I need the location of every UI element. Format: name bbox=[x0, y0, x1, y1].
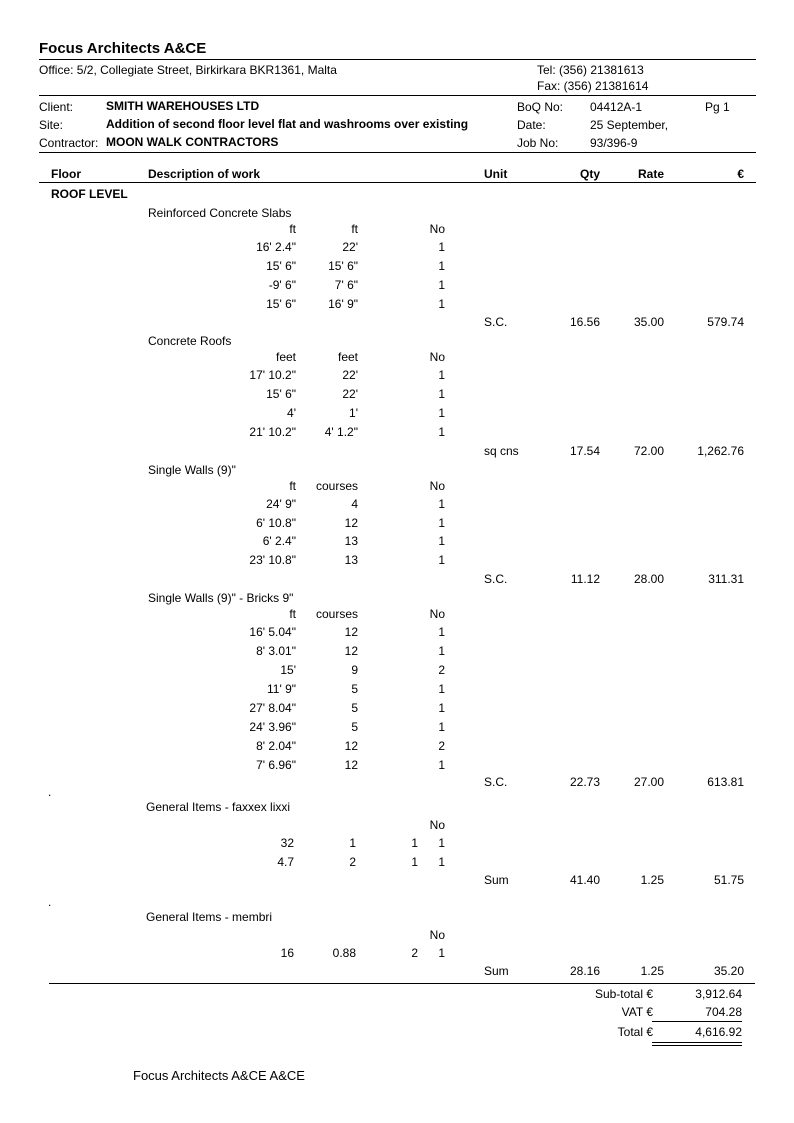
dimension-value: 5 bbox=[351, 720, 358, 734]
item-unit: S.C. bbox=[484, 315, 508, 329]
dimension-value: 8' 2.04" bbox=[256, 739, 296, 753]
multiplier-value: 1 bbox=[411, 855, 418, 869]
divider bbox=[652, 1021, 742, 1022]
dimension-header: feet bbox=[337, 350, 358, 364]
dimension-value: 16 bbox=[280, 946, 294, 960]
count-value: 1 bbox=[438, 387, 445, 401]
dimension-value: 12 bbox=[344, 644, 358, 658]
dimension-value: 23' 10.8" bbox=[249, 553, 296, 568]
multiplier-value: 2 bbox=[411, 946, 418, 960]
section-title: Reinforced Concrete Slabs bbox=[148, 206, 292, 220]
item-unit: Sum bbox=[484, 964, 509, 978]
divider bbox=[39, 152, 756, 153]
item-rate: 72.00 bbox=[633, 444, 664, 458]
dimension-value: 4 bbox=[351, 497, 358, 511]
fax: Fax: (356) 21381614 bbox=[537, 79, 649, 93]
dimension-value: 22' bbox=[342, 240, 358, 254]
dimension-value: 7' 6" bbox=[334, 278, 358, 292]
item-qty: 11.12 bbox=[570, 572, 600, 586]
divider bbox=[39, 95, 756, 96]
col-description: Description of work bbox=[148, 167, 261, 181]
col-amount: € bbox=[737, 167, 744, 181]
item-qty: 28.16 bbox=[569, 964, 600, 978]
dimension-value: 4.7 bbox=[277, 855, 294, 869]
count-value: 1 bbox=[438, 278, 445, 292]
dimension-value: 8' 3.01" bbox=[256, 644, 296, 658]
item-amount: 579.74 bbox=[707, 315, 744, 329]
date-value: 25 September, bbox=[590, 118, 669, 132]
count-value: 1 bbox=[438, 368, 445, 382]
count-header: No bbox=[429, 818, 445, 832]
item-amount: 51.75 bbox=[713, 873, 744, 887]
item-unit: Sum bbox=[484, 873, 509, 887]
boq-number: 04412A-1 bbox=[590, 100, 643, 114]
site-description: Addition of second floor level flat and washrooms over existing bbox=[106, 117, 469, 131]
dimension-value: 1' bbox=[349, 406, 358, 420]
count-value: 1 bbox=[438, 836, 445, 850]
count-value: 1 bbox=[438, 297, 445, 311]
telephone: Tel: (356) 21381613 bbox=[537, 63, 644, 77]
item-qty: 17.54 bbox=[569, 444, 600, 458]
dimension-header: ft bbox=[289, 607, 296, 621]
item-unit: S.C. bbox=[484, 572, 508, 586]
section-marker: . bbox=[48, 785, 52, 799]
dimension-value: 15' bbox=[280, 663, 296, 677]
count-header: No bbox=[429, 607, 445, 621]
dimension-value: 32 bbox=[280, 836, 294, 850]
dimension-value: 12 bbox=[344, 758, 358, 772]
col-floor: Floor bbox=[51, 167, 81, 181]
section-title: Single Walls (9)" bbox=[148, 463, 236, 477]
count-value: 1 bbox=[438, 720, 445, 734]
section-title: Concrete Roofs bbox=[148, 334, 232, 348]
section-title: Single Walls (9)" - Bricks 9" bbox=[148, 591, 294, 605]
dimension-value: 13 bbox=[344, 534, 358, 549]
subtotal-value: 3,912.64 bbox=[695, 987, 742, 1001]
dimension-value: 24' 3.96" bbox=[249, 720, 296, 734]
dimension-value: 1 bbox=[349, 836, 356, 850]
total-double-underline bbox=[652, 1045, 742, 1046]
client-label: Client: bbox=[39, 100, 74, 114]
total-label: Total € bbox=[617, 1025, 653, 1039]
dimension-value: 6' 10.8" bbox=[256, 515, 296, 530]
count-value: 1 bbox=[438, 515, 445, 530]
dimension-value: 15' 6" bbox=[266, 297, 296, 311]
vat-label: VAT € bbox=[621, 1005, 653, 1019]
dimension-value: 21' 10.2" bbox=[249, 425, 296, 439]
contractor-label: Contractor: bbox=[39, 136, 99, 150]
section-title: General Items - membri bbox=[146, 910, 273, 924]
item-qty: 22.73 bbox=[569, 775, 600, 789]
item-rate: 35.00 bbox=[633, 315, 664, 329]
count-header: No bbox=[429, 222, 445, 236]
job-number: 93/396-9 bbox=[590, 136, 638, 150]
date-label: Date: bbox=[517, 118, 546, 132]
dimension-value: 16' 2.4" bbox=[256, 240, 296, 254]
footer-company: Focus Architects A&CE A&CE bbox=[133, 1068, 305, 1083]
item-rate: 1.25 bbox=[640, 873, 664, 887]
item-rate: 28.00 bbox=[633, 572, 664, 586]
count-value: 1 bbox=[438, 240, 445, 254]
dimension-value: 4' 1.2" bbox=[324, 425, 358, 439]
dimension-value: 24' 9" bbox=[266, 497, 296, 511]
item-unit: sq cns bbox=[484, 444, 519, 458]
col-qty: Qty bbox=[579, 167, 600, 181]
dimension-value: 15' 6" bbox=[266, 259, 296, 273]
dimension-header: ft bbox=[289, 222, 296, 236]
count-value: 1 bbox=[438, 259, 445, 273]
dimension-header: feet bbox=[275, 350, 296, 364]
dimension-value: 27' 8.04" bbox=[249, 701, 296, 715]
count-header: No bbox=[429, 350, 445, 364]
dimension-header: ft bbox=[351, 222, 358, 236]
dimension-value: 11' 9" bbox=[266, 682, 296, 696]
dimension-value: 15' 6" bbox=[266, 387, 296, 401]
count-value: 1 bbox=[438, 855, 445, 869]
count-value: 2 bbox=[438, 739, 445, 753]
item-unit: S.C. bbox=[484, 775, 508, 789]
multiplier-value: 1 bbox=[411, 836, 418, 850]
divider bbox=[49, 983, 755, 984]
dimension-value: -9' 6" bbox=[268, 278, 296, 292]
item-amount: 1,262.76 bbox=[697, 444, 744, 458]
dimension-header: courses bbox=[315, 479, 358, 493]
item-rate: 27.00 bbox=[633, 775, 664, 789]
count-value: 1 bbox=[438, 682, 445, 696]
contractor-name: MOON WALK CONTRACTORS bbox=[106, 135, 279, 149]
count-value: 1 bbox=[438, 758, 445, 772]
dimension-value: 17' 10.2" bbox=[249, 368, 296, 382]
count-value: 1 bbox=[438, 946, 445, 960]
page-number: Pg 1 bbox=[705, 100, 730, 114]
item-amount: 35.20 bbox=[713, 964, 744, 978]
dimension-value: 22' bbox=[342, 387, 358, 401]
divider bbox=[39, 59, 756, 60]
count-value: 1 bbox=[438, 406, 445, 420]
subtotal-label: Sub-total € bbox=[594, 987, 653, 1001]
dimension-value: 9 bbox=[351, 663, 358, 677]
count-value: 1 bbox=[438, 534, 445, 549]
dimension-value: 16' 9" bbox=[328, 297, 358, 311]
col-unit: Unit bbox=[484, 167, 508, 181]
site-label: Site: bbox=[39, 118, 64, 132]
dimension-value: 15' 6" bbox=[328, 259, 358, 273]
section-title: General Items - faxxex lixxi bbox=[146, 800, 291, 814]
dimension-value: 22' bbox=[342, 368, 358, 382]
divider bbox=[39, 182, 756, 183]
item-qty: 41.40 bbox=[569, 873, 600, 887]
dimension-value: 16' 5.04" bbox=[249, 625, 296, 639]
count-header: No bbox=[429, 479, 445, 493]
dimension-value: 5 bbox=[351, 701, 358, 715]
dimension-value: 6' 2.4" bbox=[262, 534, 296, 549]
vat-value: 704.28 bbox=[705, 1005, 742, 1019]
dimension-header: courses bbox=[315, 607, 358, 621]
dimension-value: 2 bbox=[349, 855, 356, 869]
count-header: No bbox=[429, 928, 445, 942]
dimension-value: 7' 6.96" bbox=[256, 758, 296, 772]
dimension-header: ft bbox=[289, 479, 296, 493]
dimension-value: 12 bbox=[344, 625, 358, 639]
office-address: Office: 5/2, Collegiate Street, Birkirkara BKR1361, Malta bbox=[39, 63, 337, 77]
count-value: 1 bbox=[438, 553, 445, 568]
company-name: Focus Architects A&CE bbox=[39, 40, 207, 57]
client-name: SMITH WAREHOUSES LTD bbox=[106, 99, 260, 113]
item-qty: 16.56 bbox=[569, 315, 600, 329]
item-amount: 613.81 bbox=[707, 775, 744, 789]
section-marker: . bbox=[48, 895, 52, 909]
dimension-value: 12 bbox=[344, 739, 358, 753]
floor-level: ROOF LEVEL bbox=[51, 187, 128, 201]
boq-label: BoQ No: bbox=[517, 100, 564, 114]
count-value: 1 bbox=[438, 644, 445, 658]
dimension-value: 4' bbox=[287, 406, 296, 420]
dimension-value: 5 bbox=[351, 682, 358, 696]
total-value: 4,616.92 bbox=[695, 1025, 742, 1039]
total-double-underline bbox=[652, 1042, 742, 1043]
item-amount: 311.31 bbox=[708, 572, 744, 586]
count-value: 2 bbox=[438, 663, 445, 677]
count-value: 1 bbox=[438, 425, 445, 439]
job-label: Job No: bbox=[517, 136, 559, 150]
dimension-value: 0.88 bbox=[332, 946, 356, 960]
count-value: 1 bbox=[438, 625, 445, 639]
item-rate: 1.25 bbox=[640, 964, 664, 978]
count-value: 1 bbox=[438, 701, 445, 715]
count-value: 1 bbox=[438, 497, 445, 511]
dimension-value: 13 bbox=[344, 553, 358, 568]
dimension-value: 12 bbox=[344, 515, 358, 530]
col-rate: Rate bbox=[637, 167, 664, 181]
